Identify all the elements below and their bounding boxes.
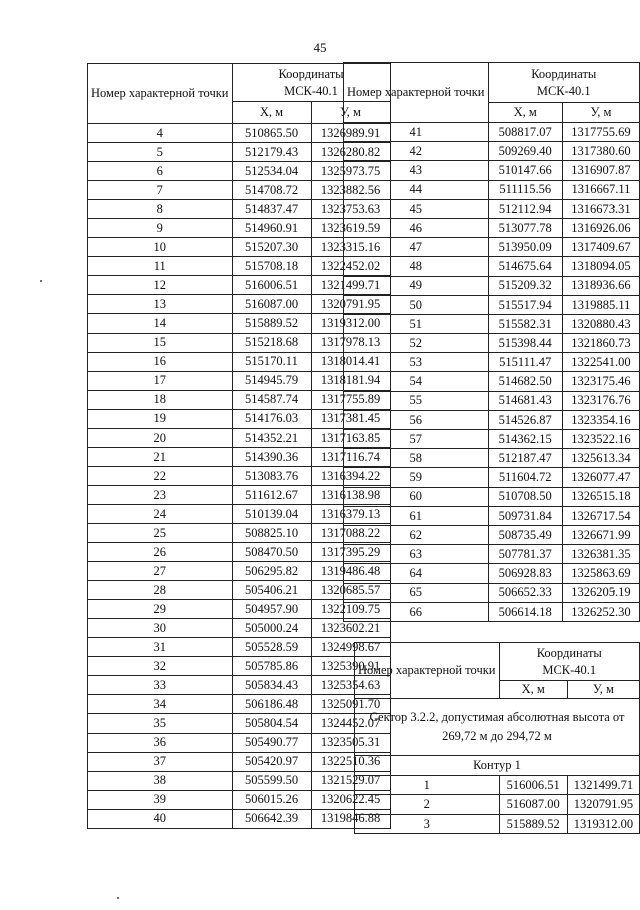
point-number-cell: 35 — [88, 714, 233, 733]
y-coordinate-cell: 1325091.70 — [311, 695, 390, 714]
table-row — [344, 506, 640, 525]
coordinate-system-name: МСК-40.1 — [542, 662, 597, 677]
contour-label: Контур 1 — [355, 756, 640, 776]
table-row — [344, 142, 640, 161]
y-coordinate-cell: 1319885.11 — [562, 295, 639, 314]
y-coordinate-cell: 1323354.16 — [562, 410, 639, 429]
x-coordinate-cell: 505834.43 — [232, 676, 311, 695]
point-number-cell: 24 — [88, 504, 233, 523]
x-coordinate-cell: 505804.54 — [232, 714, 311, 733]
x-coordinate-cell: 512179.43 — [232, 143, 311, 162]
point-number-cell: 18 — [88, 390, 233, 409]
x-coordinate-cell: 505599.50 — [232, 771, 311, 790]
y-coordinate-cell: 1324452.07 — [311, 714, 390, 733]
point-number-cell: 66 — [344, 602, 489, 621]
point-number-cell: 7 — [88, 181, 233, 200]
x-coordinate-cell: 508817.07 — [488, 123, 562, 142]
x-coordinate-cell: 513950.09 — [488, 238, 562, 257]
y-coordinate-cell: 1317755.69 — [562, 123, 639, 142]
y-coordinate-cell: 1326989.91 — [311, 124, 390, 143]
x-coordinate-cell: 508735.49 — [488, 525, 562, 544]
table-row — [355, 814, 640, 834]
point-number-cell: 54 — [344, 372, 489, 391]
y-coordinate-cell: 1323522.16 — [562, 430, 639, 449]
point-number-cell: 21 — [88, 447, 233, 466]
x-coordinate-cell: 514176.03 — [232, 409, 311, 428]
x-coordinate-cell: 516006.51 — [232, 276, 311, 295]
point-number-cell: 38 — [88, 771, 233, 790]
point-number-cell: 17 — [88, 371, 233, 390]
y-coordinate-cell: 1321529.07 — [311, 771, 390, 790]
y-coordinate-cell: 1323619.59 — [311, 219, 390, 238]
point-number-cell: 45 — [344, 199, 489, 218]
y-coordinate-cell: 1325354.63 — [311, 676, 390, 695]
x-coordinate-cell: 510865.50 — [232, 124, 311, 143]
x-coordinate-cell: 513077.78 — [488, 218, 562, 237]
table-row — [344, 372, 640, 391]
point-number-cell: 26 — [88, 543, 233, 562]
table-row — [88, 809, 391, 828]
point-number-cell: 60 — [344, 487, 489, 506]
x-coordinate-cell: 510147.66 — [488, 161, 562, 180]
x-coordinate-cell: 515708.18 — [232, 257, 311, 276]
y-coordinate-cell: 1319312.00 — [567, 814, 639, 834]
point-number-cell: 8 — [88, 200, 233, 219]
y-coordinate-cell: 1321499.71 — [311, 276, 390, 295]
point-number-cell: 61 — [344, 506, 489, 525]
point-number-cell: 32 — [88, 657, 233, 676]
y-coordinate-cell: 1321499.71 — [567, 775, 639, 795]
y-coordinate-cell: 1326717.54 — [562, 506, 639, 525]
y-coordinate-cell: 1318936.66 — [562, 276, 639, 295]
x-coordinate-cell: 507781.37 — [488, 545, 562, 564]
point-number-cell: 5 — [88, 143, 233, 162]
point-number-cell: 50 — [344, 295, 489, 314]
point-number-cell: 55 — [344, 391, 489, 410]
table-row — [344, 218, 640, 237]
point-number-header: Номер характерной точки — [88, 64, 233, 124]
point-number-cell: 43 — [344, 161, 489, 180]
x-coordinate-cell: 515517.94 — [488, 295, 562, 314]
x-coordinate-cell: 515889.52 — [499, 814, 567, 834]
point-number-cell: 65 — [344, 583, 489, 602]
x-coordinate-cell: 509731.84 — [488, 506, 562, 525]
y-coordinate-cell: 1326252.30 — [562, 602, 639, 621]
coordinates-table-sector — [354, 642, 640, 834]
y-coordinate-cell: 1316138.98 — [311, 485, 390, 504]
x-coordinate-cell: 505528.59 — [232, 638, 311, 657]
coordinates-table-right — [343, 62, 640, 622]
point-number-cell: 4 — [88, 124, 233, 143]
y-coordinate-cell: 1316907.87 — [562, 161, 639, 180]
x-coordinate-cell: 514587.74 — [232, 390, 311, 409]
x-coordinate-cell: 514526.87 — [488, 410, 562, 429]
x-coordinate-cell: 512187.47 — [488, 449, 562, 468]
x-coordinate-cell: 514945.79 — [232, 371, 311, 390]
x-coordinate-cell: 516087.00 — [232, 295, 311, 314]
y-coordinate-cell: 1326205.19 — [562, 583, 639, 602]
table-row — [344, 257, 640, 276]
x-coordinate-cell: 514708.72 — [232, 181, 311, 200]
x-coordinate-cell: 506295.82 — [232, 562, 311, 581]
point-number-cell: 25 — [88, 523, 233, 542]
x-coordinate-cell: 514352.21 — [232, 428, 311, 447]
x-coordinate-cell: 510708.50 — [488, 487, 562, 506]
y-coordinate-cell: 1323505.31 — [311, 733, 390, 752]
point-number-cell: 27 — [88, 562, 233, 581]
x-coordinate-cell: 505490.77 — [232, 733, 311, 752]
point-number-cell: 2 — [355, 795, 500, 815]
table-row — [344, 583, 640, 602]
y-coordinate-cell: 1317395.29 — [311, 543, 390, 562]
coordinate-system-header — [499, 643, 640, 681]
y-coordinate-cell: 1322541.00 — [562, 353, 639, 372]
table-row — [344, 564, 640, 583]
y-coordinate-cell: 1319486.48 — [311, 562, 390, 581]
point-number-cell: 29 — [88, 600, 233, 619]
point-number-cell: 49 — [344, 276, 489, 295]
y-coordinate-cell: 1316926.06 — [562, 218, 639, 237]
y-coordinate-cell: 1317978.13 — [311, 333, 390, 352]
y-coordinate-cell: 1319312.00 — [311, 314, 390, 333]
table-row — [344, 161, 640, 180]
x-coordinate-cell: 506928.83 — [488, 564, 562, 583]
point-number-cell: 10 — [88, 238, 233, 257]
y-coordinate-cell: 1323882.56 — [311, 181, 390, 200]
x-coordinate-cell: 516087.00 — [499, 795, 567, 815]
point-number-cell: 41 — [344, 123, 489, 142]
y-coordinate-cell: 1326077.47 — [562, 468, 639, 487]
table-row — [88, 790, 391, 809]
point-number-cell: 64 — [344, 564, 489, 583]
y-coordinate-cell: 1323175.46 — [562, 372, 639, 391]
table-row — [344, 468, 640, 487]
y-coordinate-cell: 1318181.94 — [311, 371, 390, 390]
point-number-cell: 39 — [88, 790, 233, 809]
x-coordinate-cell: 515398.44 — [488, 334, 562, 353]
point-number-cell: 46 — [344, 218, 489, 237]
table-row — [88, 695, 391, 714]
y-coordinate-cell: 1317381.45 — [311, 409, 390, 428]
x-coordinate-cell: 505785.86 — [232, 657, 311, 676]
coordinate-system-header — [488, 63, 640, 103]
y-column-header: У, м — [311, 102, 390, 124]
table-row — [344, 525, 640, 544]
table-row — [344, 410, 640, 429]
point-number-cell: 62 — [344, 525, 489, 544]
table-row — [344, 199, 640, 218]
x-coordinate-cell: 511604.72 — [488, 468, 562, 487]
y-coordinate-cell: 1326381.35 — [562, 545, 639, 564]
point-number-cell: 57 — [344, 430, 489, 449]
x-coordinate-cell: 515218.68 — [232, 333, 311, 352]
y-coordinate-cell: 1316394.22 — [311, 466, 390, 485]
x-coordinate-cell: 515889.52 — [232, 314, 311, 333]
point-number-cell: 22 — [88, 466, 233, 485]
table-row — [344, 602, 640, 621]
x-coordinate-cell: 512534.04 — [232, 162, 311, 181]
y-coordinate-cell: 1320791.95 — [311, 295, 390, 314]
point-number-cell: 19 — [88, 409, 233, 428]
x-coordinate-cell: 508825.10 — [232, 523, 311, 542]
x-coordinate-cell: 505000.24 — [232, 619, 311, 638]
table-row — [88, 638, 391, 657]
point-number-cell: 48 — [344, 257, 489, 276]
x-coordinate-cell: 511115.56 — [488, 180, 562, 199]
x-coordinate-cell: 515207.30 — [232, 238, 311, 257]
point-number-cell: 30 — [88, 619, 233, 638]
table-row — [344, 276, 640, 295]
point-number-cell: 59 — [344, 468, 489, 487]
y-coordinate-cell: 1320791.95 — [567, 795, 639, 815]
x-coordinate-cell: 506642.39 — [232, 809, 311, 828]
point-number-cell: 52 — [344, 334, 489, 353]
point-number-cell: 20 — [88, 428, 233, 447]
point-number-cell: 12 — [88, 276, 233, 295]
point-number-cell: 44 — [344, 180, 489, 199]
point-number-cell: 33 — [88, 676, 233, 695]
y-coordinate-cell: 1316673.31 — [562, 199, 639, 218]
point-number-header: Номер характерной точки — [344, 63, 489, 123]
point-number-cell: 63 — [344, 545, 489, 564]
table-row — [344, 487, 640, 506]
y-coordinate-cell: 1319846.88 — [311, 809, 390, 828]
x-coordinate-cell: 505420.97 — [232, 752, 311, 771]
y-column-header: У, м — [562, 103, 639, 123]
table-row — [344, 180, 640, 199]
y-coordinate-cell: 1317088.22 — [311, 523, 390, 542]
x-coordinate-cell: 515170.11 — [232, 352, 311, 371]
table-row — [355, 795, 640, 815]
x-column-header: X, м — [488, 103, 562, 123]
sector-description: Сектор 3.2.2, допустимая абсолютная высота от 269,72 м до 294,72 м — [355, 699, 640, 756]
coordinate-system-name: МСК-40.1 — [536, 83, 591, 98]
table-row — [88, 771, 391, 790]
point-number-cell: 42 — [344, 142, 489, 161]
x-coordinate-cell: 514681.43 — [488, 391, 562, 410]
x-coordinate-cell: 512112.94 — [488, 199, 562, 218]
x-coordinate-cell: 513083.76 — [232, 466, 311, 485]
y-coordinate-cell: 1322452.02 — [311, 257, 390, 276]
point-number-cell: 31 — [88, 638, 233, 657]
table-row — [344, 545, 640, 564]
y-coordinate-cell: 1320622.45 — [311, 790, 390, 809]
x-coordinate-cell: 515209.32 — [488, 276, 562, 295]
x-coordinate-cell: 504957.90 — [232, 600, 311, 619]
x-coordinate-cell: 511612.67 — [232, 485, 311, 504]
table-row — [355, 775, 640, 795]
x-coordinate-cell: 514362.15 — [488, 430, 562, 449]
point-number-cell: 40 — [88, 809, 233, 828]
y-coordinate-cell: 1316667.11 — [562, 180, 639, 199]
y-coordinate-cell: 1323315.16 — [311, 238, 390, 257]
table-row — [88, 714, 391, 733]
coordinates-title: Координаты — [278, 66, 344, 81]
point-number-cell: 51 — [344, 314, 489, 333]
scan-speck — [40, 280, 42, 282]
point-number-cell: 14 — [88, 314, 233, 333]
y-coordinate-cell: 1317163.85 — [311, 428, 390, 447]
x-coordinate-cell: 514682.50 — [488, 372, 562, 391]
coordinates-title: Координаты — [531, 66, 597, 81]
y-coordinate-cell: 1326671.99 — [562, 525, 639, 544]
x-coordinate-cell: 516006.51 — [499, 775, 567, 795]
x-coordinate-cell: 514960.91 — [232, 219, 311, 238]
table-row — [344, 430, 640, 449]
point-number-cell: 13 — [88, 295, 233, 314]
table-row — [88, 733, 391, 752]
y-coordinate-cell: 1317116.74 — [311, 447, 390, 466]
point-number-cell: 34 — [88, 695, 233, 714]
x-coordinate-cell: 506652.33 — [488, 583, 562, 602]
y-coordinate-cell: 1316379.13 — [311, 504, 390, 523]
table-row — [344, 295, 640, 314]
table-row — [88, 676, 391, 695]
y-coordinate-cell: 1318094.05 — [562, 257, 639, 276]
point-number-cell: 15 — [88, 333, 233, 352]
x-coordinate-cell: 509269.40 — [488, 142, 562, 161]
y-coordinate-cell: 1323602.21 — [311, 619, 390, 638]
table-row — [344, 449, 640, 468]
x-coordinate-cell: 515111.47 — [488, 353, 562, 372]
y-coordinate-cell: 1323176.76 — [562, 391, 639, 410]
table-row — [88, 752, 391, 771]
point-number-header: Номер характерной точки — [355, 643, 500, 699]
y-coordinate-cell: 1317409.67 — [562, 238, 639, 257]
x-column-header: X, м — [499, 681, 567, 699]
y-coordinate-cell: 1317380.60 — [562, 142, 639, 161]
x-coordinate-cell: 514675.64 — [488, 257, 562, 276]
table-row — [88, 657, 391, 676]
page-number: 45 — [313, 40, 327, 55]
y-coordinate-cell: 1320685.57 — [311, 581, 390, 600]
x-coordinate-cell: 514390.36 — [232, 447, 311, 466]
point-number-cell: 3 — [355, 814, 500, 834]
point-number-cell: 1 — [355, 775, 500, 795]
x-coordinate-cell: 515582.31 — [488, 314, 562, 333]
y-column-header: У, м — [567, 681, 639, 699]
y-coordinate-cell: 1325613.34 — [562, 449, 639, 468]
coordinates-title: Координаты — [536, 645, 602, 660]
scan-speck — [117, 897, 119, 899]
table-row — [344, 238, 640, 257]
x-coordinate-cell: 506614.18 — [488, 602, 562, 621]
y-coordinate-cell: 1318014.41 — [311, 352, 390, 371]
point-number-cell: 16 — [88, 352, 233, 371]
y-coordinate-cell: 1317755.89 — [311, 390, 390, 409]
table-row — [344, 123, 640, 142]
table-row — [344, 353, 640, 372]
table-row — [344, 391, 640, 410]
point-number-cell: 11 — [88, 257, 233, 276]
y-coordinate-cell: 1320880.43 — [562, 314, 639, 333]
y-coordinate-cell: 1325390.91 — [311, 657, 390, 676]
y-coordinate-cell: 1321860.73 — [562, 334, 639, 353]
point-number-cell: 53 — [344, 353, 489, 372]
point-number-cell: 37 — [88, 752, 233, 771]
table-row — [344, 314, 640, 333]
x-coordinate-cell: 506015.26 — [232, 790, 311, 809]
point-number-cell: 58 — [344, 449, 489, 468]
y-coordinate-cell: 1326515.18 — [562, 487, 639, 506]
coordinate-system-name: МСК-40.1 — [284, 83, 338, 98]
point-number-cell: 47 — [344, 238, 489, 257]
y-coordinate-cell: 1324998.67 — [311, 638, 390, 657]
point-number-cell: 56 — [344, 410, 489, 429]
x-column-header: X, м — [232, 102, 311, 124]
y-coordinate-cell: 1325863.69 — [562, 564, 639, 583]
point-number-cell: 6 — [88, 162, 233, 181]
table-row — [344, 334, 640, 353]
y-coordinate-cell: 1322510.36 — [311, 752, 390, 771]
y-coordinate-cell: 1322109.75 — [311, 600, 390, 619]
x-coordinate-cell: 514837.47 — [232, 200, 311, 219]
point-number-cell: 28 — [88, 581, 233, 600]
y-coordinate-cell: 1325973.75 — [311, 162, 390, 181]
x-coordinate-cell: 508470.50 — [232, 543, 311, 562]
x-coordinate-cell: 506186.48 — [232, 695, 311, 714]
point-number-cell: 36 — [88, 733, 233, 752]
y-coordinate-cell: 1326280.82 — [311, 143, 390, 162]
point-number-cell: 23 — [88, 485, 233, 504]
point-number-cell: 9 — [88, 219, 233, 238]
x-coordinate-cell: 505406.21 — [232, 581, 311, 600]
x-coordinate-cell: 510139.04 — [232, 504, 311, 523]
y-coordinate-cell: 1323753.63 — [311, 200, 390, 219]
